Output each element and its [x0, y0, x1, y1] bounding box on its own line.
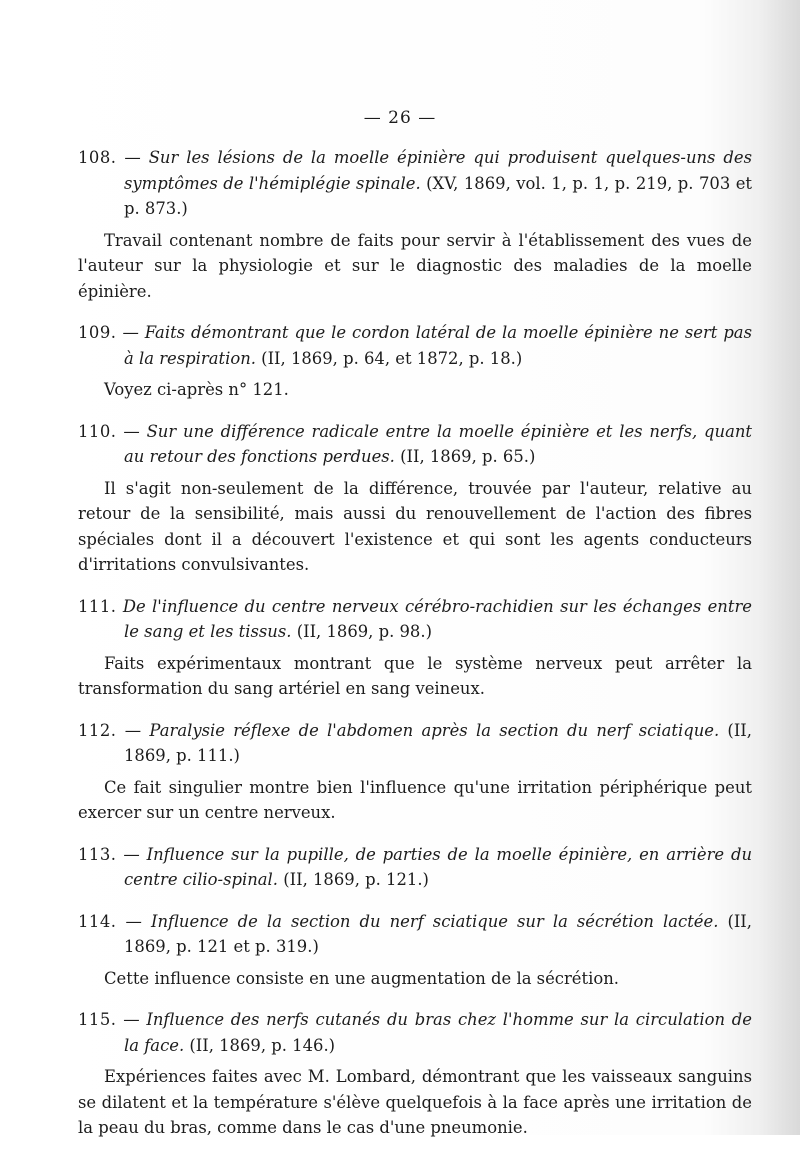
entry-number: 111. — [78, 596, 117, 616]
page-number: — 26 — — [363, 108, 437, 128]
entry-110 — [78, 419, 752, 578]
entry-115 — [78, 1007, 752, 1141]
entry-title-text: De l'influence du centre nerveux cérébro-rachidien sur les échanges entre le sang et les tissus. — [122, 596, 752, 641]
entry-title — [78, 718, 752, 769]
entry-reference: (II, 1869, p. 64, et 1872, p. 18.) — [255, 348, 523, 368]
entry-title-text: — Faits démontrant que le cordon latéral de la moelle épinière ne sert pas à la respiration. — [122, 323, 752, 368]
entry-108 — [78, 145, 752, 304]
entry-reference: (II, 1869, p. 65.) — [394, 447, 536, 466]
entry-111 — [78, 594, 752, 702]
entry-109 — [78, 320, 752, 403]
entry-description: Faits expérimentaux montrant que le système nerveux peut arrêter la transformation du sang artériel en sang veineux. — [78, 653, 752, 698]
entry-reference: (II, 1869, p. 121 et p. 319.) — [124, 911, 752, 956]
entry-reference: (II, 1869, p. 121.) — [278, 870, 429, 889]
entry-113 — [78, 842, 752, 893]
entries-list — [78, 145, 752, 1157]
entry-title — [78, 594, 752, 645]
entry-description: Travail contenant nombre de faits pour servir à l'établissement des vues de l'auteur sur la physiologie et sur le diagnostic des maladies de la moelle épinière. — [78, 230, 752, 301]
entry-description: Expériences faites avec M. Lombard, démontrant que les vaisseaux sanguins se dilatent et la température s'élève quelquefois à la face après une irritation de la peau du bras, comme dans le cas d'une pneumonie. — [78, 1067, 752, 1137]
entry-title-text: — Paralysie réflexe de l'abdomen après la section du nerf sciatique. — [124, 720, 720, 740]
entry-title-text: — Influence de la section du nerf sciatique sur la sécrétion lactée. — [125, 911, 719, 931]
entry-title — [78, 320, 752, 371]
entry-title — [78, 1007, 752, 1058]
entry-description: Voyez ci-après n° 121. — [104, 380, 289, 399]
entry-description: Cette influence consiste en une augmentation de la sécrétion. — [104, 968, 619, 988]
entry-number: 114. — [78, 911, 117, 931]
entry-number: 115. — [78, 1010, 117, 1029]
entry-title — [78, 842, 752, 893]
entry-title — [78, 419, 752, 470]
entry-title — [78, 145, 752, 222]
entry-reference: (II, 1869, p. 146.) — [184, 1035, 336, 1055]
entry-114 — [78, 909, 752, 992]
entry-reference: (XV, 1869, vol. 1, p. 1, p. 219, p. 703 et p. 873.) — [124, 173, 752, 218]
entry-title-text: — Influence des nerfs cutanés du bras chez l'homme sur la circulation de la face. — [123, 1010, 752, 1055]
entry-reference: (II, 1869, p. 111.) — [124, 720, 752, 765]
entry-description: Ce fait singulier montre bien l'influence qu'une irritation périphérique peut exercer sur un centre nerveux. — [78, 777, 752, 822]
entry-title-text: — Influence sur la pupille, de parties de la moelle épinière, en arrière du centre cilio-spinal. — [123, 844, 753, 889]
entry-number: 109. — [78, 323, 117, 342]
entry-number: 110. — [78, 421, 117, 441]
entry-112 — [78, 718, 752, 826]
entry-number: 112. — [78, 720, 117, 740]
entry-number: 108. — [78, 148, 117, 167]
entry-title-text: — Sur une différence radicale entre la moelle épinière et les nerfs, quant au retour des fonctions perdues. — [123, 421, 752, 466]
entry-title — [78, 909, 752, 960]
entry-description: Il s'agit non-seulement de la différence, trouvée par l'auteur, relative au retour de la sensibilité, mais aussi du renouvellement de l'action des fibres spéciales dont il a découvert l'existence et qui sont les agents conducteurs d'irritations convulsivantes. — [78, 478, 752, 574]
entry-number: 113. — [78, 844, 117, 864]
entry-title-text: — Sur les lésions de la moelle épinière qui produisent quelques-uns des symptômes de l'hémiplégie spinale. — [124, 148, 752, 193]
entry-reference: (II, 1869, p. 98.) — [291, 622, 432, 641]
